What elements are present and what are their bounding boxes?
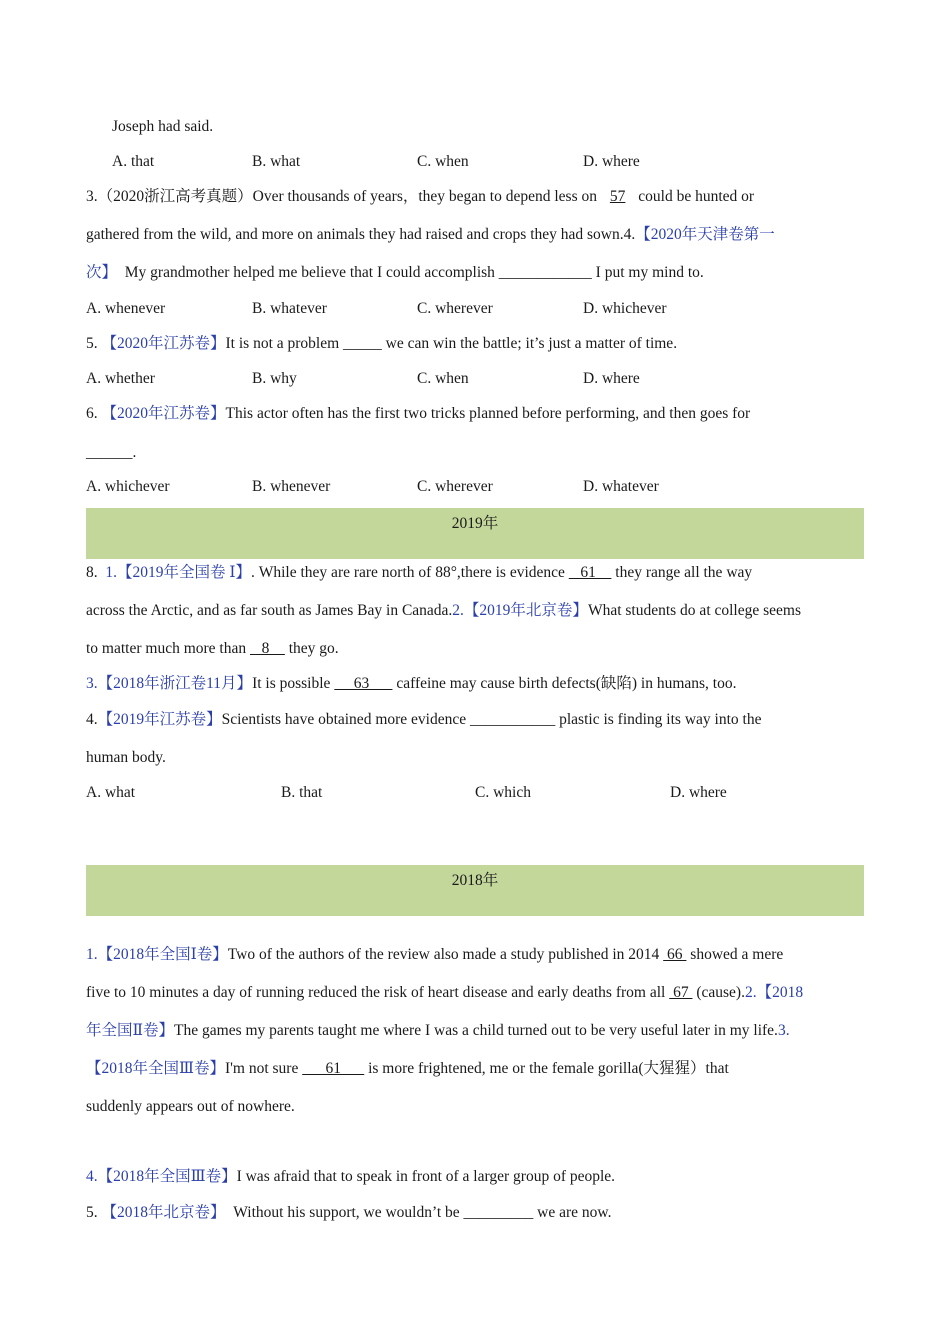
option-c: C. when [417, 153, 469, 170]
option-d: D. where [583, 370, 640, 387]
option-d: D. where [670, 784, 727, 801]
q4-2019js-line1: 4.【2019年江苏卷】Scientists have obtained more evidence ___________ plastic is finding its way into the [86, 711, 762, 728]
q5-2018-line: 5. 【2018年北京卷】 Without his support, we wouldn’t be _________ we are now. [86, 1204, 612, 1221]
option-a: A. whenever [86, 300, 166, 317]
q6-2020-line1: 6. 【2020年江苏卷】This actor often has the first two tricks planned before performing, and then goes for [86, 405, 751, 422]
q4-2020-line: 次】 My grandmother helped me believe that I could accomplish ____________ I put my mind to. [86, 264, 704, 281]
q6-2020-line2: ______. [86, 444, 137, 461]
option-b: B. whenever [252, 478, 331, 495]
option-b: B. what [252, 153, 301, 170]
option-c: C. wherever [417, 478, 493, 495]
option-d: D. whichever [583, 300, 667, 317]
q2-2018-line: 年全国Ⅱ卷】The games my parents taught me where I was a child turned out to be very useful later in my life.3. [86, 1022, 790, 1039]
section-header-2019: 2019年 [86, 508, 864, 559]
option-a: A. what [86, 784, 136, 801]
q8-line3: to matter much more than 8 they go. [86, 640, 339, 657]
section-header-2018: 2018年 [86, 865, 864, 916]
option-b: B. that [281, 784, 323, 801]
q2-tail: Joseph had said. [112, 118, 214, 135]
option-a: A. whether [86, 370, 155, 387]
option-d: D. where [583, 153, 640, 170]
option-a: A. whichever [86, 478, 170, 495]
option-a: A. that [112, 153, 155, 170]
option-b: B. why [252, 370, 297, 387]
option-d: D. whatever [583, 478, 659, 495]
q4-2019js-line2: human body. [86, 749, 166, 766]
option-c: C. when [417, 370, 469, 387]
q8-line1: 8. 1.【2019年全国卷 Ⅰ】. While they are rare north of 88°,there is evidence 61 they range all the way [86, 564, 753, 581]
q3-2018zj-line: 3.【2018年浙江卷11月】It is possible 63 caffeine may cause birth defects(缺陷) in humans, too. [86, 675, 737, 692]
option-b: B. whatever [252, 300, 327, 317]
q1-2018-line1: 1.【2018年全国Ⅰ卷】Two of the authors of the review also made a study published in 2014 66 showed a mere [86, 946, 784, 963]
option-c: C. which [475, 784, 531, 801]
q1-2018-line2: five to 10 minutes a day of running reduced the risk of heart disease and early deaths from all 67 (cause).2.【2018 [86, 984, 804, 1001]
q3-line1: 3.（2020浙江高考真题）Over thousands of years，they began to depend less on 57 could be hunted or [86, 188, 755, 205]
q3-line2: gathered from the wild, and more on animals they had raised and crops they had sown.4.【2020年天津卷第一 [86, 226, 775, 243]
q5-2020-line: 5. 【2020年江苏卷】It is not a problem _____ we can win the battle; it’s just a matter of time. [86, 335, 678, 352]
q4-2018-line: 4.【2018年全国Ⅲ卷】I was afraid that to speak in front of a larger group of people. [86, 1168, 616, 1185]
q3-2018-line2: suddenly appears out of nowhere. [86, 1098, 295, 1115]
q8-line2: across the Arctic, and as far south as James Bay in Canada.2.【2019年北京卷】What students do at college seems [86, 602, 802, 619]
q3-2018-line1: 【2018年全国Ⅲ卷】I'm not sure 61 is more frightened, me or the female gorilla(大猩猩）that [86, 1060, 729, 1077]
option-c: C. wherever [417, 300, 493, 317]
